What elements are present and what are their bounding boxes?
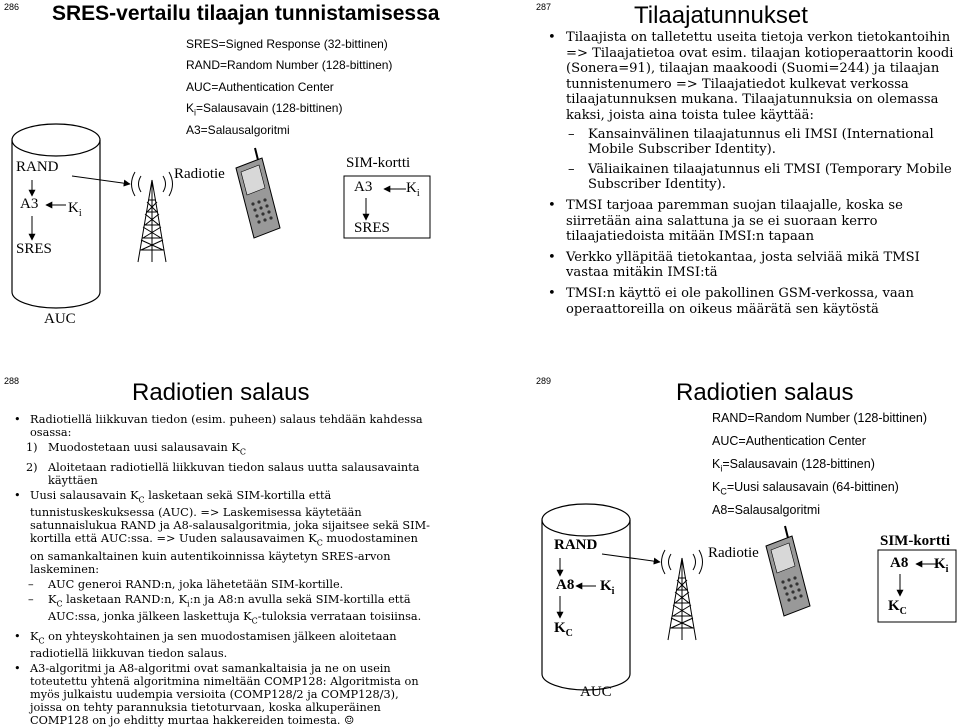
sim-card-title: SIM-kortti bbox=[346, 155, 411, 171]
label-ki: $K_i$ bbox=[600, 578, 615, 597]
page-number: 288 bbox=[4, 376, 20, 386]
arrow-auc-to-tower bbox=[72, 176, 130, 184]
bullet-list bbox=[12, 413, 432, 727]
cipher-diagram-289 bbox=[480, 352, 960, 704]
auc-database-icon bbox=[542, 504, 630, 690]
list-item: – AUC generoi RAND:n, joka lähetetään SIM-kortille. bbox=[12, 578, 432, 591]
list-item: • Tilaajista on talletettu useita tietoja verkon tietokantoihin => Tilaajatietoa ovat esim. tilaajan kotioperaattorin koodi (Sonera=91), tilaajan maakoodi (Suomi=244) ja tilaajan tunnistenumero => Tilaajatiedot kulkevat verkossa tilaajatunnuksen mukana. Tilaajatunnuksia on olemassa kaksi, joista aina toista tulee käyttää: bbox=[540, 30, 958, 124]
list-item: • Verkko ylläpitää tietokantaa, josta selviää mikä TMSI vastaa mitäkin IMSI:tä bbox=[540, 250, 958, 281]
radio-tower-icon bbox=[662, 550, 703, 640]
list-item: • $K_C$ on yhteyskohtainen ja sen muodostamisen jälkeen aloitetaan radiotiellä liikkuvan tiedon salaus. bbox=[12, 630, 432, 660]
sim-card-title: SIM-kortti bbox=[880, 533, 950, 549]
page-title: Tilaajatunnukset bbox=[634, 2, 808, 29]
list-item: • Radiotiellä liikkuvan tiedon (esim. puheen) salaus tehdään kahdessa osassa: bbox=[12, 413, 432, 439]
label-radiotie: Radiotie bbox=[708, 545, 759, 561]
label-radiotie: Radiotie bbox=[174, 166, 225, 182]
mobile-phone-icon bbox=[236, 148, 280, 238]
list-item: – Kansainvälinen tilaajatunnus eli IMSI (International Mobile Subscriber Identity). bbox=[562, 127, 958, 158]
label-ki: $K_i$ bbox=[68, 200, 82, 219]
legend-rand: RAND=Random Number (128-bittinen) bbox=[712, 411, 928, 425]
sim-label-a3: A3 bbox=[354, 179, 373, 195]
page-number: 287 bbox=[536, 2, 552, 12]
page-number: 289 bbox=[536, 376, 552, 386]
auc-database-icon bbox=[12, 124, 100, 308]
sim-label-kc: $K_C$ bbox=[888, 598, 907, 617]
list-item: • TMSI tarjoaa paremman suojan tilaajalle, koska se siirretään aina salattuna ja se ei suoraan kerro tilaajatiedoista mitään IMSI:n tapaan bbox=[540, 198, 958, 245]
legend-rand: RAND=Random Number (128-bittinen) bbox=[186, 58, 393, 72]
sim-label-sres: SRES bbox=[354, 220, 390, 236]
label-rand: RAND bbox=[16, 159, 59, 175]
list-item: 2) Aloitetaan radiotiellä liikkuvan tiedon salaus uutta salausavainta käyttäen bbox=[26, 460, 420, 487]
label-auc: AUC bbox=[44, 311, 76, 327]
label-kc: $K_C$ bbox=[554, 620, 573, 639]
label-sres: SRES bbox=[16, 241, 52, 257]
label-auc: AUC bbox=[580, 684, 612, 700]
list-item: • Uusi salausavain $K_C$ lasketaan sekä SIM-kortilla että tunnistuskeskuksessa (AUC). => Laskemisessa käytetään satunnaislukua RAND ja A8-salausalgoritmia, joka sijaitsee sekä SIM-kortilla että AUC:ssa. => Uuden salausavaimen $K_C$ muodostaminen on samankaltainen kuin autentikoinnissa käytetyn SRES-arvon laskeminen: bbox=[12, 489, 432, 576]
sim-label-a8: A8 bbox=[890, 555, 909, 571]
list-item: 1) Muodostetaan uusi salausavain $K_C$ bbox=[26, 441, 246, 457]
page-title: Radiotien salaus bbox=[676, 379, 854, 406]
legend-ki: $K_i=Salausavain$ (128-bittinen) bbox=[186, 101, 343, 118]
label-a3: A3 bbox=[20, 196, 39, 212]
sim-label-ki: $K_i$ bbox=[406, 180, 420, 199]
page-title: SRES-vertailu tilaajan tunnistamisessa bbox=[52, 2, 440, 25]
radio-tower-icon bbox=[132, 172, 173, 262]
legend-sres: SRES=Signed Response (32-bittinen) bbox=[186, 37, 388, 51]
legend-auc: AUC=Authentication Center bbox=[712, 434, 866, 448]
bullet-list bbox=[540, 30, 958, 317]
label-a8: A8 bbox=[556, 577, 575, 593]
legend-ki: $K_i=Salausavain$ (128-bittinen) bbox=[712, 457, 875, 474]
label-rand: RAND bbox=[554, 537, 598, 553]
legend-kc: $K_C=Uusi$ salausavain (64-bittinen) bbox=[712, 480, 899, 497]
legend-auc: AUC=Authentication Center bbox=[186, 80, 334, 94]
arrow-auc-to-tower bbox=[602, 554, 660, 562]
page-title: Radiotien salaus bbox=[132, 379, 310, 406]
legend-a8: A8=Salausalgoritmi bbox=[712, 503, 821, 517]
legend-a3: A3=Salausalgoritmi bbox=[186, 123, 290, 137]
list-item: • TMSI:n käyttö ei ole pakollinen GSM-verkossa, vaan operaattoreilla on oikeus määrätä sen käytöstä bbox=[540, 286, 958, 317]
list-item: • A3-algoritmi ja A8-algoritmi ovat samankaltaisia ja ne on usein toteutettu yhtenä algoritmina nimeltään COMP128: Algoritmista on myös julkaistu uudempia versioita (COMP128/2 ja COMP128/3), joissa on tehty parannuksia tietoturvaan, koska alkuperäinen COMP128 on jo ehditty murtaa hakkereiden toimesta. ☺ bbox=[12, 662, 432, 727]
mobile-phone-icon bbox=[766, 526, 810, 616]
sim-label-ki: $K_i$ bbox=[934, 556, 949, 575]
list-item: – Väliaikainen tilaajatunnus eli TMSI (Temporary Mobile Subscriber Identity). bbox=[562, 162, 958, 193]
list-item: – $K_C$ lasketaan RAND:n, $K_i:n$ ja A8:n avulla sekä SIM-kortilla että AUC:ssa, jonka jälkeen laskettuja $K_C$-tuloksia verrataan toisiinsa. bbox=[12, 593, 432, 628]
page-number: 286 bbox=[4, 2, 20, 12]
